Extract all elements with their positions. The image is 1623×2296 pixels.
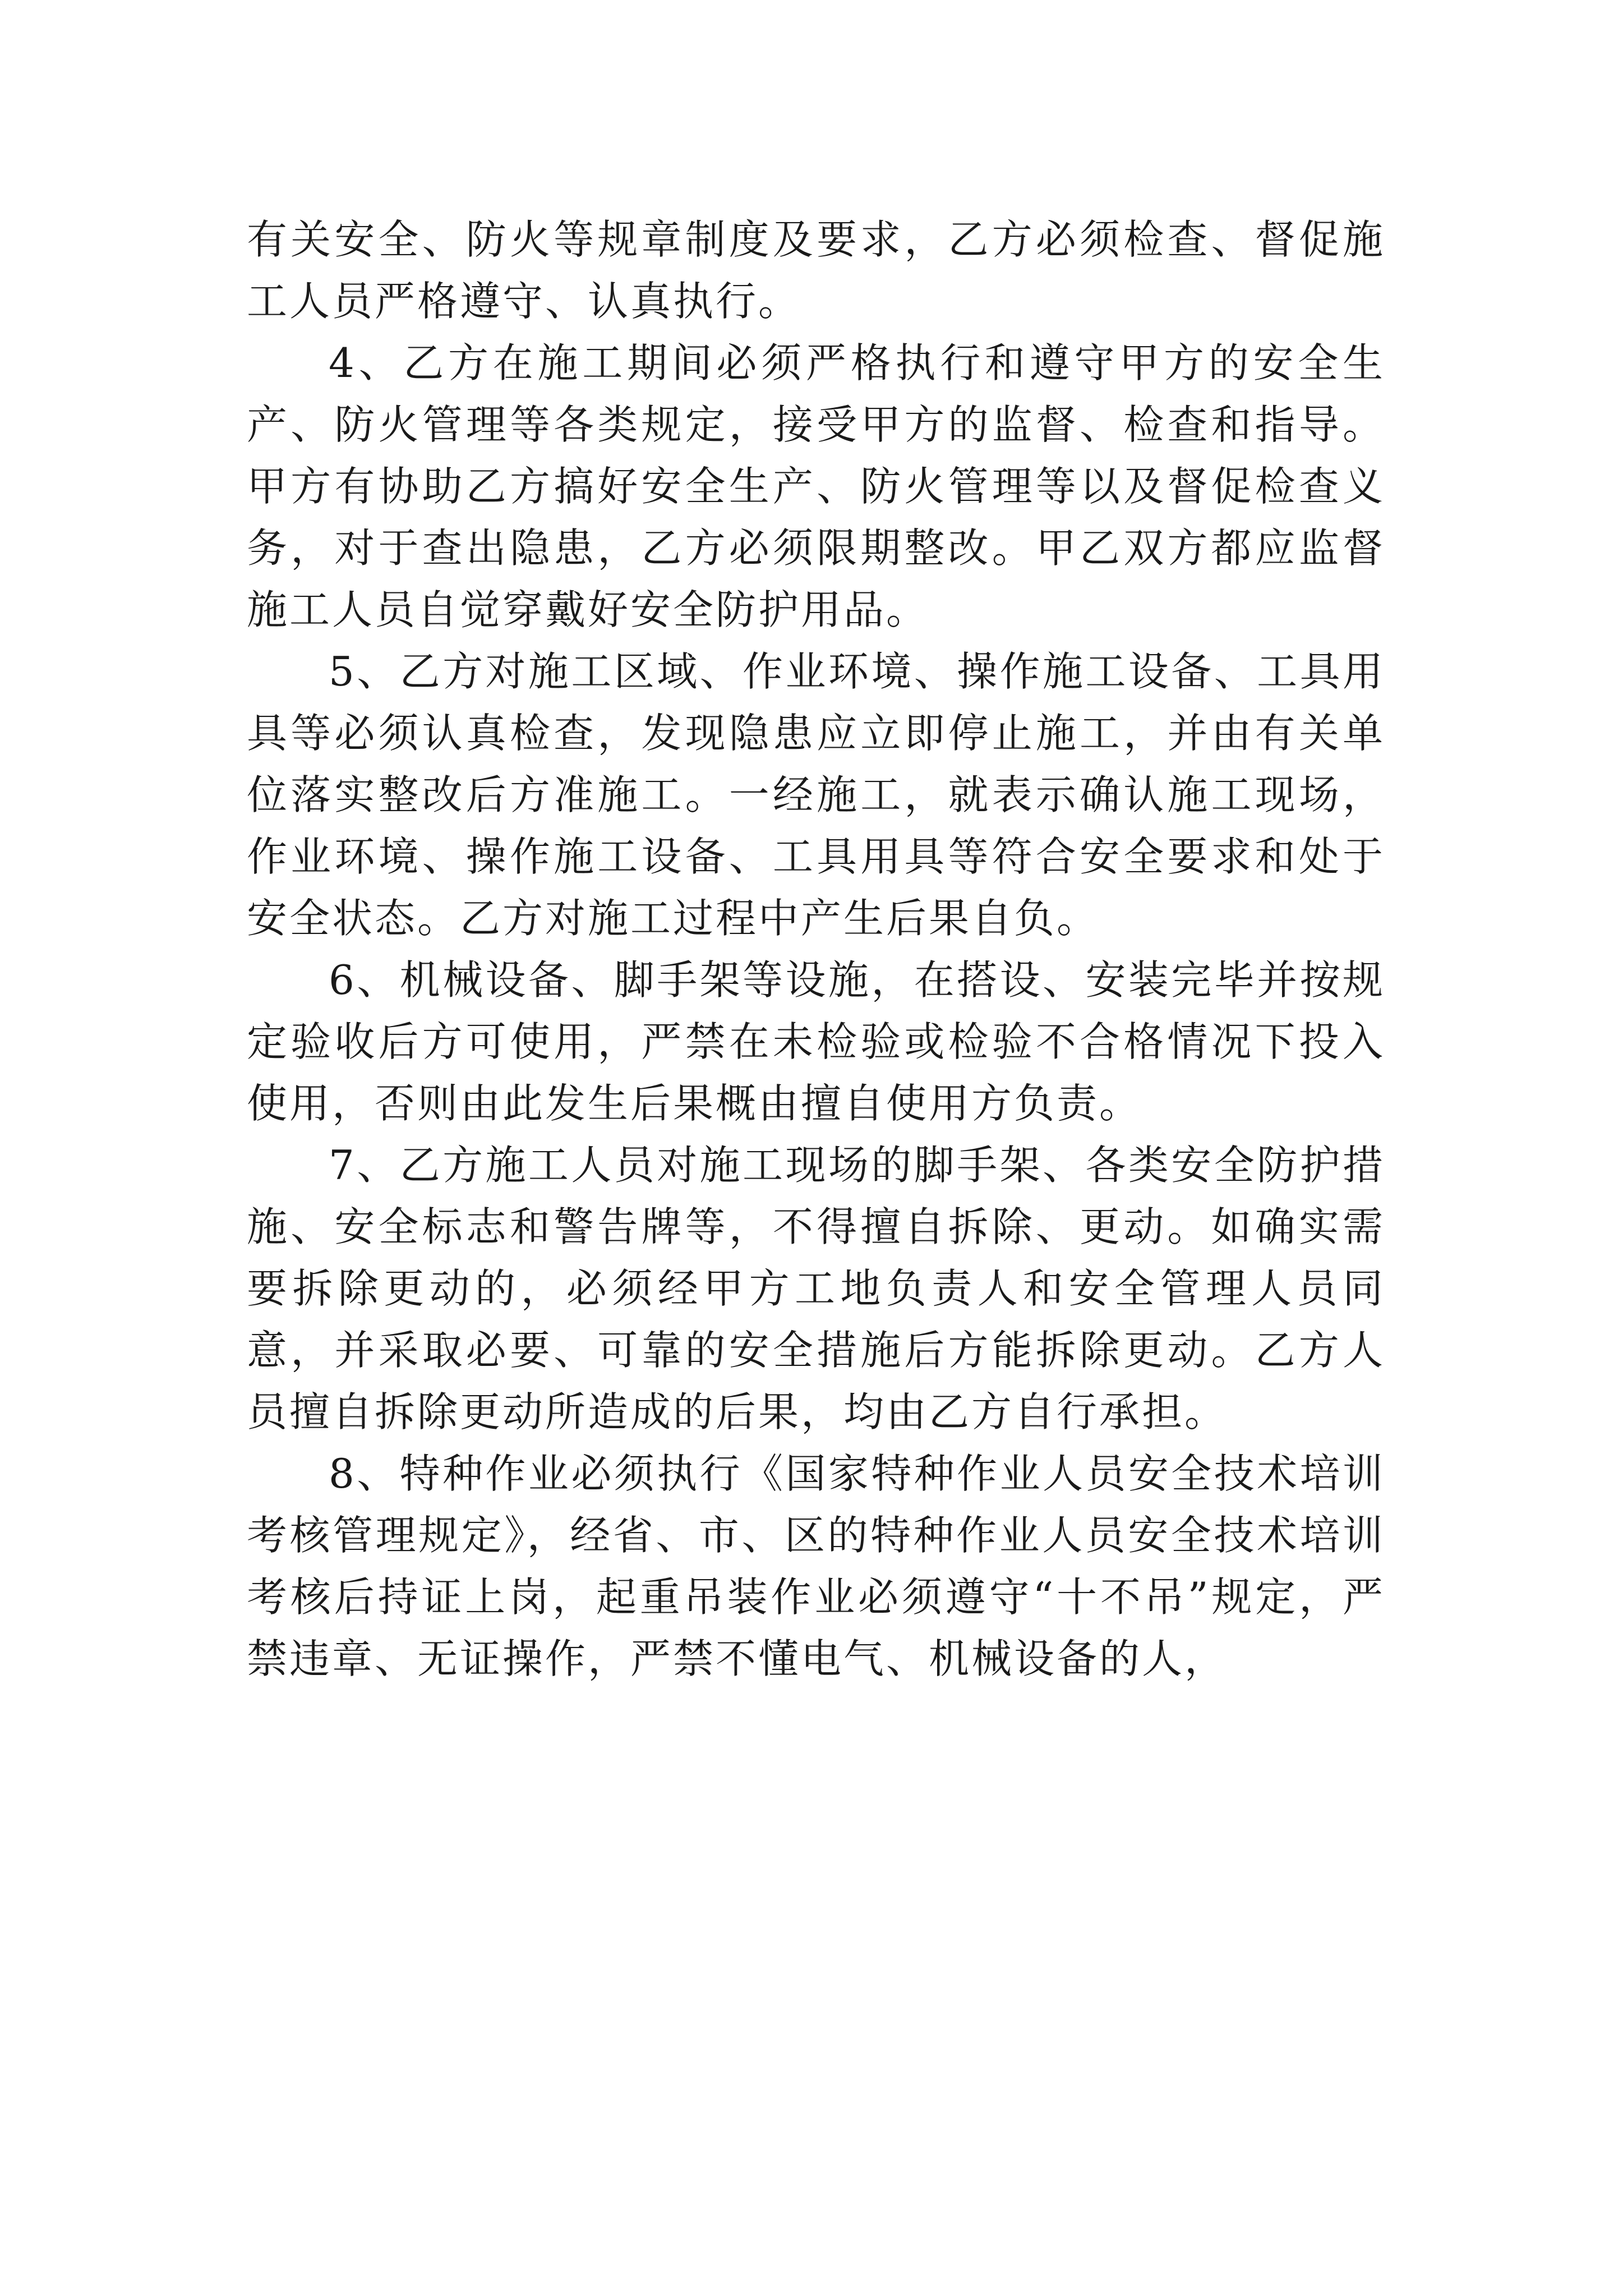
paragraph-clause-4: 4、乙方在施工期间必须严格执行和遵守甲方的安全生产、防火管理等各类规定，接受甲方的监督、检查和指导。甲方有协助乙方搞好安全生产、防火管理等以及督促检查义务，对于查出隐患，乙方必须限期整改。甲乙双方都应监督施工人员自觉穿戴好安全防护用品。 xyxy=(247,339,1385,633)
document-body xyxy=(247,209,1385,1690)
paragraph-clause-6: 6、机械设备、脚手架等设施，在搭设、安装完毕并按规定验收后方可使用，严禁在未检验或检验不合格情况下投入使用，否则由此发生后果概由擅自使用方负责。 xyxy=(247,956,1385,1127)
paragraph-clause-8: 8、特种作业必须执行《国家特种作业人员安全技术培训考核管理规定》，经省、市、区的特种作业人员安全技术培训考核后持证上岗，起重吊装作业必须遵守“十不吊”规定，严禁违章、无证操作，严禁不懂电气、机械设备的人， xyxy=(247,1450,1385,1682)
paragraph-continuation: 有关安全、防火等规章制度及要求，乙方必须检查、督促施工人员严格遵守、认真执行。 xyxy=(247,216,1385,325)
paragraph-clause-7: 7、乙方施工人员对施工现场的脚手架、各类安全防护措施、安全标志和警告牌等，不得擅自拆除、更动。如确实需要拆除更动的，必须经甲方工地负责人和安全管理人员同意，并采取必要、可靠的安全措施后方能拆除更动。乙方人员擅自拆除更动所造成的后果，均由乙方自行承担。 xyxy=(247,1142,1385,1435)
paragraph-clause-5: 5、乙方对施工区域、作业环境、操作施工设备、工具用具等必须认真检查，发现隐患应立即停止施工，并由有关单位落实整改后方准施工。一经施工，就表示确认施工现场，作业环境、操作施工设备、工具用具等符合安全要求和处于安全状态。乙方对施工过程中产生后果自负。 xyxy=(247,648,1385,942)
